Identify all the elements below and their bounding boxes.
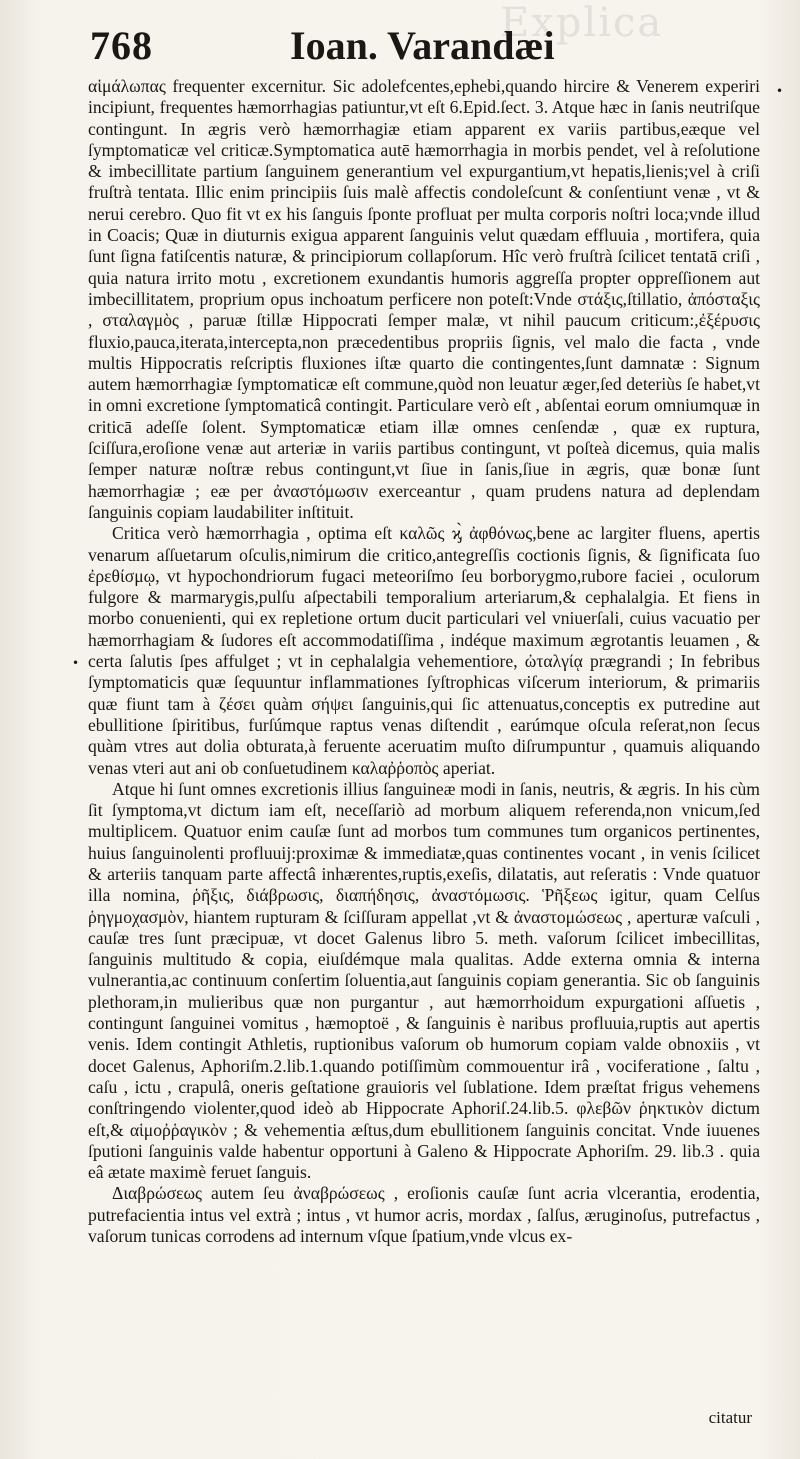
body-text (88, 76, 760, 1247)
show-through-bleed: Explica (500, 0, 664, 46)
paragraph: Διαβρώσεως autem ſeu ἀναβρώσεως , eroſionis cauſæ ſunt acria vlcerantia, erodentia, putrefacientia intus vel extrà ; intus , vt humor acris, mordax , ſalſus, æruginoſus, putrefactus , vaſorum tunicas corrodens ad internum vſque ſpatium,vnde vlcus ex- (88, 1183, 760, 1247)
page-number: 768 (90, 23, 153, 68)
paragraph: Critica verò hæmorrhagia , optima eſt καλῶς ϗ̀ ἀφθόνως,bene ac largiter fluens, apertis venarum aſſuetarum oſculis,nimirum die critico,antegreſſis coctionis ſignis, & ſignificata ſuo ἐρεθίσμῳ, vt hypochondriorum fugaci meteoriſmo ſeu borborygmo,rubore faciei , oculorum fulgore & marmarygis,pulſu aſpectabili temporalium arteriarum,& cephalalgia. Et fiens in morbo conuenienti, qui ex repletione ortum ducit particulari vel vniuerſali, cuius vacuatio per hæmorrhagiam & ſudores eſt accommodatiſſima , indéque maximum ægrotantis leuamen , & certa ſalutis ſpes affulget ; vt in cephalalgia vehementiore, ὠταλγίᾳ prægrandi ; In febribus ſymptomaticis quæ ſequuntur inflammationes ſyſtrophicas viſcerum interiorum, & primariis quæ fiunt tam à ζέσει quàm σήψει ſanguinis,qui ſic attenuatus,conceptis ex putredine aut ebullitione ſpiritibus, furſúmque raptus venas diſtendit , earúmque oſcula reſerat,non ſecus quàm vtres aut dolia obturata,à feruente aceruatim muſto diſrumpuntur , quamuis aliquando venas vteri aut ani ob conſuetudinem καλαῤῥοπὸς aperiat. (88, 523, 760, 778)
paragraph: Atque hi ſunt omnes excretionis illius ſanguineæ modi in ſanis, neutris, & ægris. In his cùm ſit ſymptoma,vt dictum iam eſt, neceſſariò ad morbum aliquem referenda,non vnicum,ſed multiplicem. Quatuor enim cauſæ ſunt ad morbos tum communes tum organicos pertinentes, huius ſanguinolenti profluuij:proximæ & immediatæ,quas continentes vocant , in venis ſcilicet & arteriis tanquam parte affectâ inhærentes,ruptis,exeſis, dilatatis, aut reſeratis : Vnde quatuor illa nomina, ῥῆξις, διάβρωσις, διαπήδησις, ἀναστόμωσις. Ῥῆξεως igitur, quam Celſus ῥηγμοχασμὸν, hiantem rupturam & ſciſſuram appellat ,vt & ἀναστομώσεως , aperturæ vaſculi , cauſæ tres ſunt præcipuæ, vt docet Galenus libro 5. meth. vaſorum ſcilicet imbecillitas, ſanguinis multitudo & copia, eiuſdémque mala qualitas. Adde externa omnia & interna vulnerantia,ac continuum conſertim ſoluentia,aut ſanguinis copiam generantia. Sic ob ſanguinis plethoram,in mulieribus quæ non purgantur , aut hæmorrhoidum expurgationi aſſuetis , contingunt ſanguinei vomitus , hæmoptoë , & ſanguinis è naribus profluuia,ruptis aut apertis venis. Idem contingit Athletis, ruptionibus vaſorum ob humorum copiam valde obnoxiis , vt docet Galenus, Aphoriſm.2.lib.1.quando potiſſimùm commouentur irâ , vociferatione , ſaltu , caſu , ictu , crapulâ, oneris geſtatione grauioris vel ſublatione. Idem præſtat frigus vehemens conſtringendo violenter,quod ideò ab Hippocrate Aphoriſ.24.lib.5. φλεβῶν ῥηκτικὸν dictum eſt,& αἱμοῤῥαγικὸν ; & vehementia æſtus,dum ebullitionem ſanguinis concitat. Vnde iuuenes ſputioni ſanguinis valde habentur opportuni à Galeno & Hippocrate Aphoriſm. 29. lib.3 . quia eâ ætate maximè feruet ſanguis. (88, 778, 760, 1183)
paragraph: αἱμάλωπας frequenter excernitur. Sic adolefcentes,ephebi,quando hircire & Venerem experiri incipiunt, frequentes hæmorrhagias patiuntur,vt eſt 6.Epid.ſect. 3. Atque hæc in ſanis neutriſque contingunt. In ægris verò hæmorrhagiæ etiam apparent ex variis partibus,eæque vel ſymptomaticæ vel criticæ.Symptomatica autē hæmorrhagia in morbis pendet, vel à reſolutione & imbecillitate partium ſanguinem generantium vel expurgantium,vt hepatis,lienis;vel à criſi fruſtrà tentata. Illic enim principiis ſuis malè affectis condoleſcunt & conſentiunt venæ , vt & nerui cerebro. Quo fit vt ex his ſanguis ſponte profluat per multa corporis noſtri loca;vnde illud in Coacis; Quæ in diuturnis exigua apparent ſanguinis velut quædam effluuia , mortifera, quia ſunt ſigna fatiſcentis naturæ, & principiorum collapſorum. Hîc verò fruſtrà ſcilicet tentatā criſi , quia natura irrito motu , excretionem exundantis humoris aggreſſa propter oppreſſionem aut imbecillitatem, proprium opus inchoatum perficere non poteſt:Vnde στάξις,ſtillatio, ἀπόσταξις , σταλαγμὸς , paruæ ſtillæ Hippocrati ſemper malæ, vt nihil paucum criticum:,ἐξέρυσις fluxio,pauca,iterata,intercepta,non præcedentibus propriis ſignis, vel malo die facta , vnde multis Hippocratis reſcriptis fluxiones iſtæ quarto die contingentes,ſunt damnatæ : Signum autem hæmorrhagiæ ſymptomaticæ eſt commune,quòd non leuatur æger,ſed deteriùs ſe habet,vt in omni excretione ſymptomaticâ contingit. Particulare verò eſt , abſentai eorum omniumquæ in criticā adeſſe ſolent. Symptomaticæ etiam illæ omnes cenſendæ , quæ ex ruptura, ſciſſura,eroſione venæ aut arteriæ in variis partibus contingunt, vt poſteà dicemus, quia malis ſemper naturæ noſtræ rebus contingunt,vt ſiue in ſanis,ſiue in ægris, quæ bonæ ſunt hæmorrhagiæ ; eæ per ἀναστόμωσιν exerceantur , quam prudens natura ad deplendam ſanguinis copiam laudabiliter inſtituit. (88, 76, 760, 522)
running-head: Ioan. Varandæi (290, 23, 555, 68)
margin-mark: • (72, 656, 80, 670)
catchword: citatur (708, 1408, 752, 1427)
margin-mark: • (776, 84, 784, 98)
page-header (90, 18, 770, 74)
